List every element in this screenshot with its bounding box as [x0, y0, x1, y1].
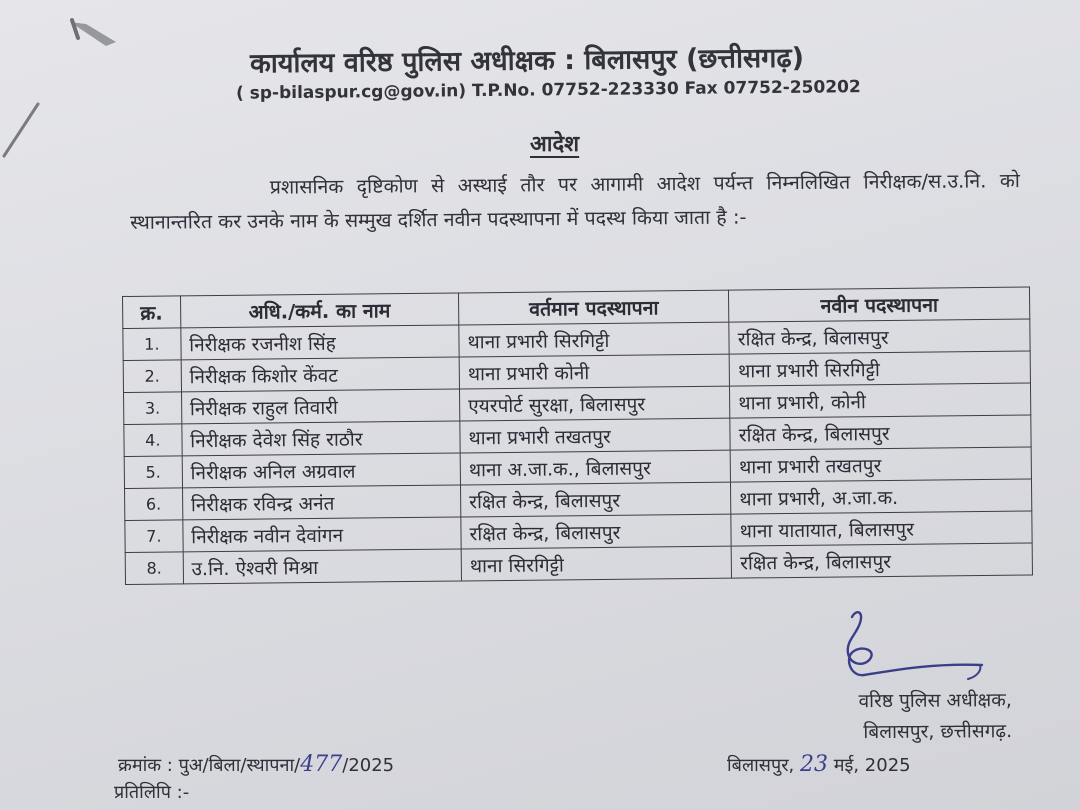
row-serial: 1. — [123, 328, 181, 361]
header-current-posting: वर्तमान पदस्थापना — [459, 290, 730, 325]
transfer-table — [122, 286, 1033, 584]
paper-clip-icon — [66, 16, 122, 58]
order-heading: आदेश — [530, 132, 580, 157]
row-current-posting: थाना प्रभारी कोनी — [459, 354, 730, 389]
signatory-designation: वरिष्ठ पुलिस अधीक्षक, — [858, 689, 1012, 713]
row-current-posting: रक्षित केन्द्र, बिलासपुर — [461, 514, 732, 549]
row-new-posting: रक्षित केन्द्र, बिलासपुर — [731, 543, 1032, 578]
row-name: उ.नि. ऐश्वरी मिश्रा — [183, 549, 462, 584]
reference-handwritten-number: 477 — [300, 752, 343, 777]
row-new-posting: रक्षित केन्द्र, बिलासपुर — [730, 415, 1031, 450]
header-new-posting: नवीन पदस्थापना — [729, 287, 1030, 322]
row-name: निरीक्षक रजनीश सिंह — [181, 325, 460, 360]
row-name: निरीक्षक नवीन देवांगन — [183, 517, 462, 552]
row-current-posting: थाना प्रभारी सिरगिट्टी — [459, 322, 730, 357]
row-name: निरीक्षक अनिल अग्रवाल — [182, 453, 461, 488]
signatory-location: बिलासपुर, छत्तीसगढ़. — [863, 720, 1013, 744]
row-current-posting: थाना प्रभारी तखतपुर — [460, 418, 731, 453]
row-serial: 8. — [125, 552, 183, 585]
row-serial: 4. — [124, 424, 182, 457]
date-prefix: बिलासपुर, — [727, 755, 795, 776]
row-new-posting: रक्षित केन्द्र, बिलासपुर — [729, 319, 1030, 354]
row-new-posting: थाना प्रभारी, अ.जा.क. — [731, 479, 1032, 514]
row-name: निरीक्षक राहुल तिवारी — [181, 389, 460, 424]
reference-suffix: /2025 — [342, 755, 395, 776]
row-serial: 2. — [123, 360, 181, 393]
row-serial: 6. — [125, 488, 183, 521]
order-date — [727, 752, 911, 777]
order-intro: प्रशासनिक दृष्टिकोण से अस्थाई तौर पर आगामी आदेश पर्यन्त निम्नलिखित निरीक्षक/स.उ.नि. को स्थानान्तरित कर उनके नाम के सम्मुख दर्शित नवीन पदस्थापना में पदस्थ किया जाता है :- — [130, 169, 1020, 234]
row-current-posting: रक्षित केन्द्र, बिलासपुर — [461, 482, 732, 517]
row-new-posting: थाना प्रभारी सिरगिट्टी — [729, 351, 1030, 386]
header-serial: क्र. — [123, 296, 181, 329]
row-name: निरीक्षक किशोर केंवट — [181, 357, 460, 392]
row-serial: 7. — [125, 520, 183, 553]
signature — [830, 605, 990, 695]
reference-prefix: क्रमांक : पुअ/बिला/स्थापना/ — [118, 755, 301, 776]
row-name: निरीक्षक रविन्द्र अनंत — [182, 485, 461, 520]
header-name: अधि./कर्म. का नाम — [180, 293, 459, 328]
office-title: कार्यालय वरिष्ठ पुलिस अधीक्षक : बिलासपुर (छत्तीसगढ़) — [249, 42, 805, 80]
date-handwritten-day: 23 — [800, 752, 829, 777]
row-current-posting: एयरपोर्ट सुरक्षा, बिलासपुर — [460, 386, 731, 421]
office-contact: ( sp-bilaspur.cg@gov.in) T.P.No. 07752-223330 Fax 07752-250202 — [235, 77, 861, 104]
row-serial: 5. — [124, 456, 182, 489]
row-new-posting: थाना प्रभारी, कोनी — [730, 383, 1031, 418]
row-current-posting: थाना अ.जा.क., बिलासपुर — [460, 450, 731, 485]
edge-mark — [0, 100, 44, 170]
row-current-posting: थाना सिरगिट्टी — [461, 546, 732, 581]
signatory-block — [762, 685, 1012, 749]
date-suffix: मई, 2025 — [833, 755, 911, 776]
row-serial: 3. — [124, 392, 182, 425]
row-new-posting: थाना प्रभारी तखतपुर — [730, 447, 1031, 482]
copy-to-label: प्रतिलिपि :- — [114, 782, 190, 803]
row-new-posting: थाना यातायात, बिलासपुर — [731, 511, 1032, 546]
row-name: निरीक्षक देवेश सिंह राठौर — [182, 421, 461, 456]
reference-number — [118, 752, 394, 777]
